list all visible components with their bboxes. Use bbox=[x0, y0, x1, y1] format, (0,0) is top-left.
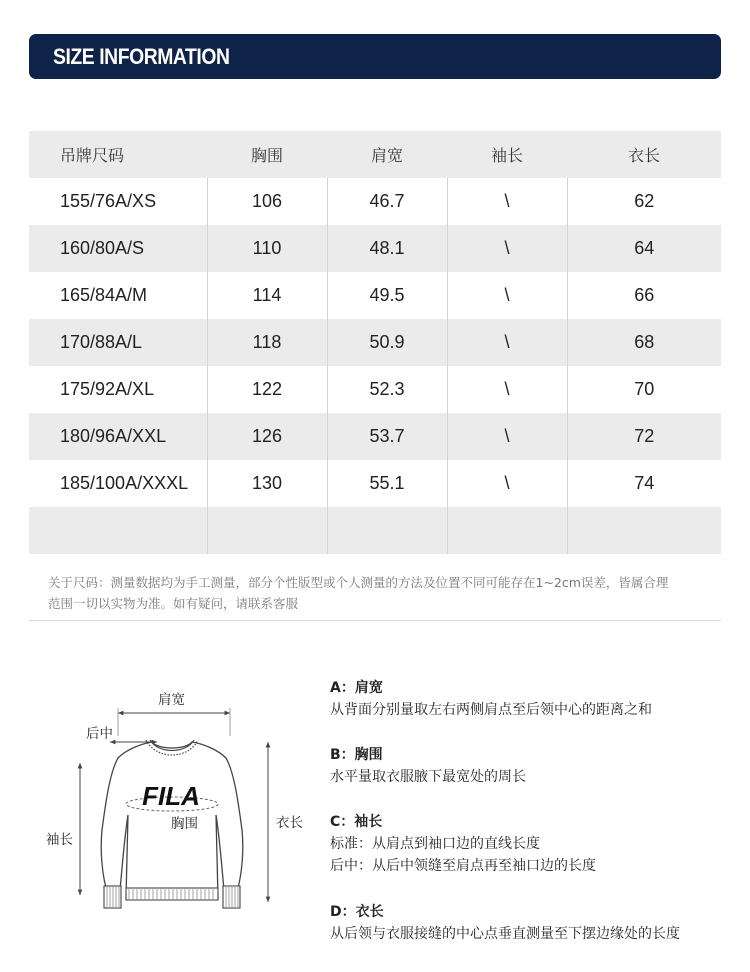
cell-size: 180/96A/XXL bbox=[29, 413, 207, 460]
divider bbox=[29, 620, 721, 621]
cell-chest: 126 bbox=[207, 413, 327, 460]
cell-shoulder: 52.3 bbox=[327, 366, 447, 413]
header-bar bbox=[29, 34, 721, 79]
column-header-chest: 胸围 bbox=[207, 131, 327, 178]
cell-length bbox=[567, 507, 721, 554]
fila-logo: FILA bbox=[142, 781, 200, 811]
table-row bbox=[29, 460, 721, 507]
cell-size: 155/76A/XS bbox=[60, 191, 157, 211]
table-row bbox=[29, 178, 721, 225]
cell-length: 62 bbox=[567, 178, 721, 225]
cell-sleeve bbox=[447, 507, 567, 554]
column-header-sleeve: 袖长 bbox=[447, 131, 567, 178]
measurement-note bbox=[48, 572, 720, 614]
cell-sleeve: \ bbox=[447, 225, 567, 272]
cell-length: 64 bbox=[567, 225, 721, 272]
note-line-1: 关于尺码：测量数据均为手工测量，部分个性版型或个人测量的方法及位置不同可能存在1~2cm误差，皆属合理 bbox=[48, 575, 669, 590]
sweatshirt-diagram bbox=[40, 680, 330, 920]
cell-chest: 122 bbox=[207, 366, 327, 413]
table-header-row bbox=[29, 131, 721, 178]
description-a-text: 从背面分别量取左右两侧肩点至后领中心的距离之和 bbox=[330, 702, 652, 718]
table-row bbox=[29, 225, 721, 272]
table-row bbox=[29, 272, 721, 319]
description-a-title: A：肩宽 bbox=[330, 680, 383, 696]
cell-sleeve: \ bbox=[447, 413, 567, 460]
cell-size: 175/92A/XL bbox=[60, 379, 155, 399]
cell-chest: 106 bbox=[207, 178, 327, 225]
cell-chest: 114 bbox=[207, 272, 327, 319]
description-d-title: D：衣长 bbox=[330, 904, 384, 920]
cell-size: 165/84A/M bbox=[60, 285, 148, 305]
cell-shoulder: 49.5 bbox=[327, 272, 447, 319]
cell-length: 74 bbox=[567, 460, 721, 507]
cell-sleeve: \ bbox=[447, 460, 567, 507]
back-center-label: 后中 bbox=[86, 726, 113, 742]
description-b-text: 水平量取衣服腋下最宽处的周长 bbox=[330, 769, 526, 785]
cell-shoulder: 48.1 bbox=[327, 225, 447, 272]
cell-size: 160/80A/S bbox=[29, 225, 207, 272]
cell-chest: 110 bbox=[207, 225, 327, 272]
column-header-size: 吊牌尺码 bbox=[29, 131, 207, 178]
description-b bbox=[330, 744, 526, 788]
cell-length: 72 bbox=[567, 413, 721, 460]
page-title: SIZE INFORMATION bbox=[53, 44, 230, 69]
table-row bbox=[29, 413, 721, 460]
description-b-title: B：胸围 bbox=[330, 747, 383, 763]
cell-length: 68 bbox=[567, 319, 721, 366]
cell-sleeve: \ bbox=[447, 178, 567, 225]
table-row bbox=[29, 319, 721, 366]
chest-label: 胸围 bbox=[171, 816, 198, 832]
cell-shoulder: 50.9 bbox=[327, 319, 447, 366]
cell-chest: 118 bbox=[207, 319, 327, 366]
description-d bbox=[330, 901, 680, 945]
cell-shoulder: 55.1 bbox=[327, 460, 447, 507]
cell-sleeve: \ bbox=[447, 319, 567, 366]
column-header-length: 衣长 bbox=[567, 131, 721, 178]
cell-shoulder bbox=[327, 507, 447, 554]
cell-shoulder: 53.7 bbox=[327, 413, 447, 460]
sleeve-label: 袖长 bbox=[46, 832, 73, 848]
column-header-shoulder: 肩宽 bbox=[327, 131, 447, 178]
cell-chest bbox=[207, 507, 327, 554]
description-c-title: C：袖长 bbox=[330, 814, 383, 830]
cell-length: 70 bbox=[567, 366, 721, 413]
cell-size: 170/88A/L bbox=[29, 319, 207, 366]
length-label: 衣长 bbox=[276, 815, 303, 831]
cell-sleeve: \ bbox=[447, 366, 567, 413]
description-d-text: 从后领与衣服接缝的中心点垂直测量至下摆边缘处的长度 bbox=[330, 926, 680, 942]
cell-shoulder: 46.7 bbox=[327, 178, 447, 225]
cell-size: 185/100A/XXXL bbox=[60, 473, 189, 493]
note-line-2: 范围一切以实物为准。如有疑问，请联系客服 bbox=[48, 596, 299, 611]
table-row-empty bbox=[29, 507, 721, 554]
size-table bbox=[29, 131, 721, 554]
description-c-text-1: 标准：从肩点到袖口边的直线长度 bbox=[330, 836, 540, 852]
shoulder-label: 肩宽 bbox=[158, 692, 185, 708]
cell-length: 66 bbox=[567, 272, 721, 319]
table-row bbox=[29, 366, 721, 413]
cell-sleeve: \ bbox=[447, 272, 567, 319]
description-c-text-2: 后中：从后中领缝至肩点再至袖口边的长度 bbox=[330, 858, 596, 874]
cell-size bbox=[29, 507, 207, 554]
description-c bbox=[330, 811, 596, 877]
description-a bbox=[330, 677, 652, 721]
cell-chest: 130 bbox=[207, 460, 327, 507]
